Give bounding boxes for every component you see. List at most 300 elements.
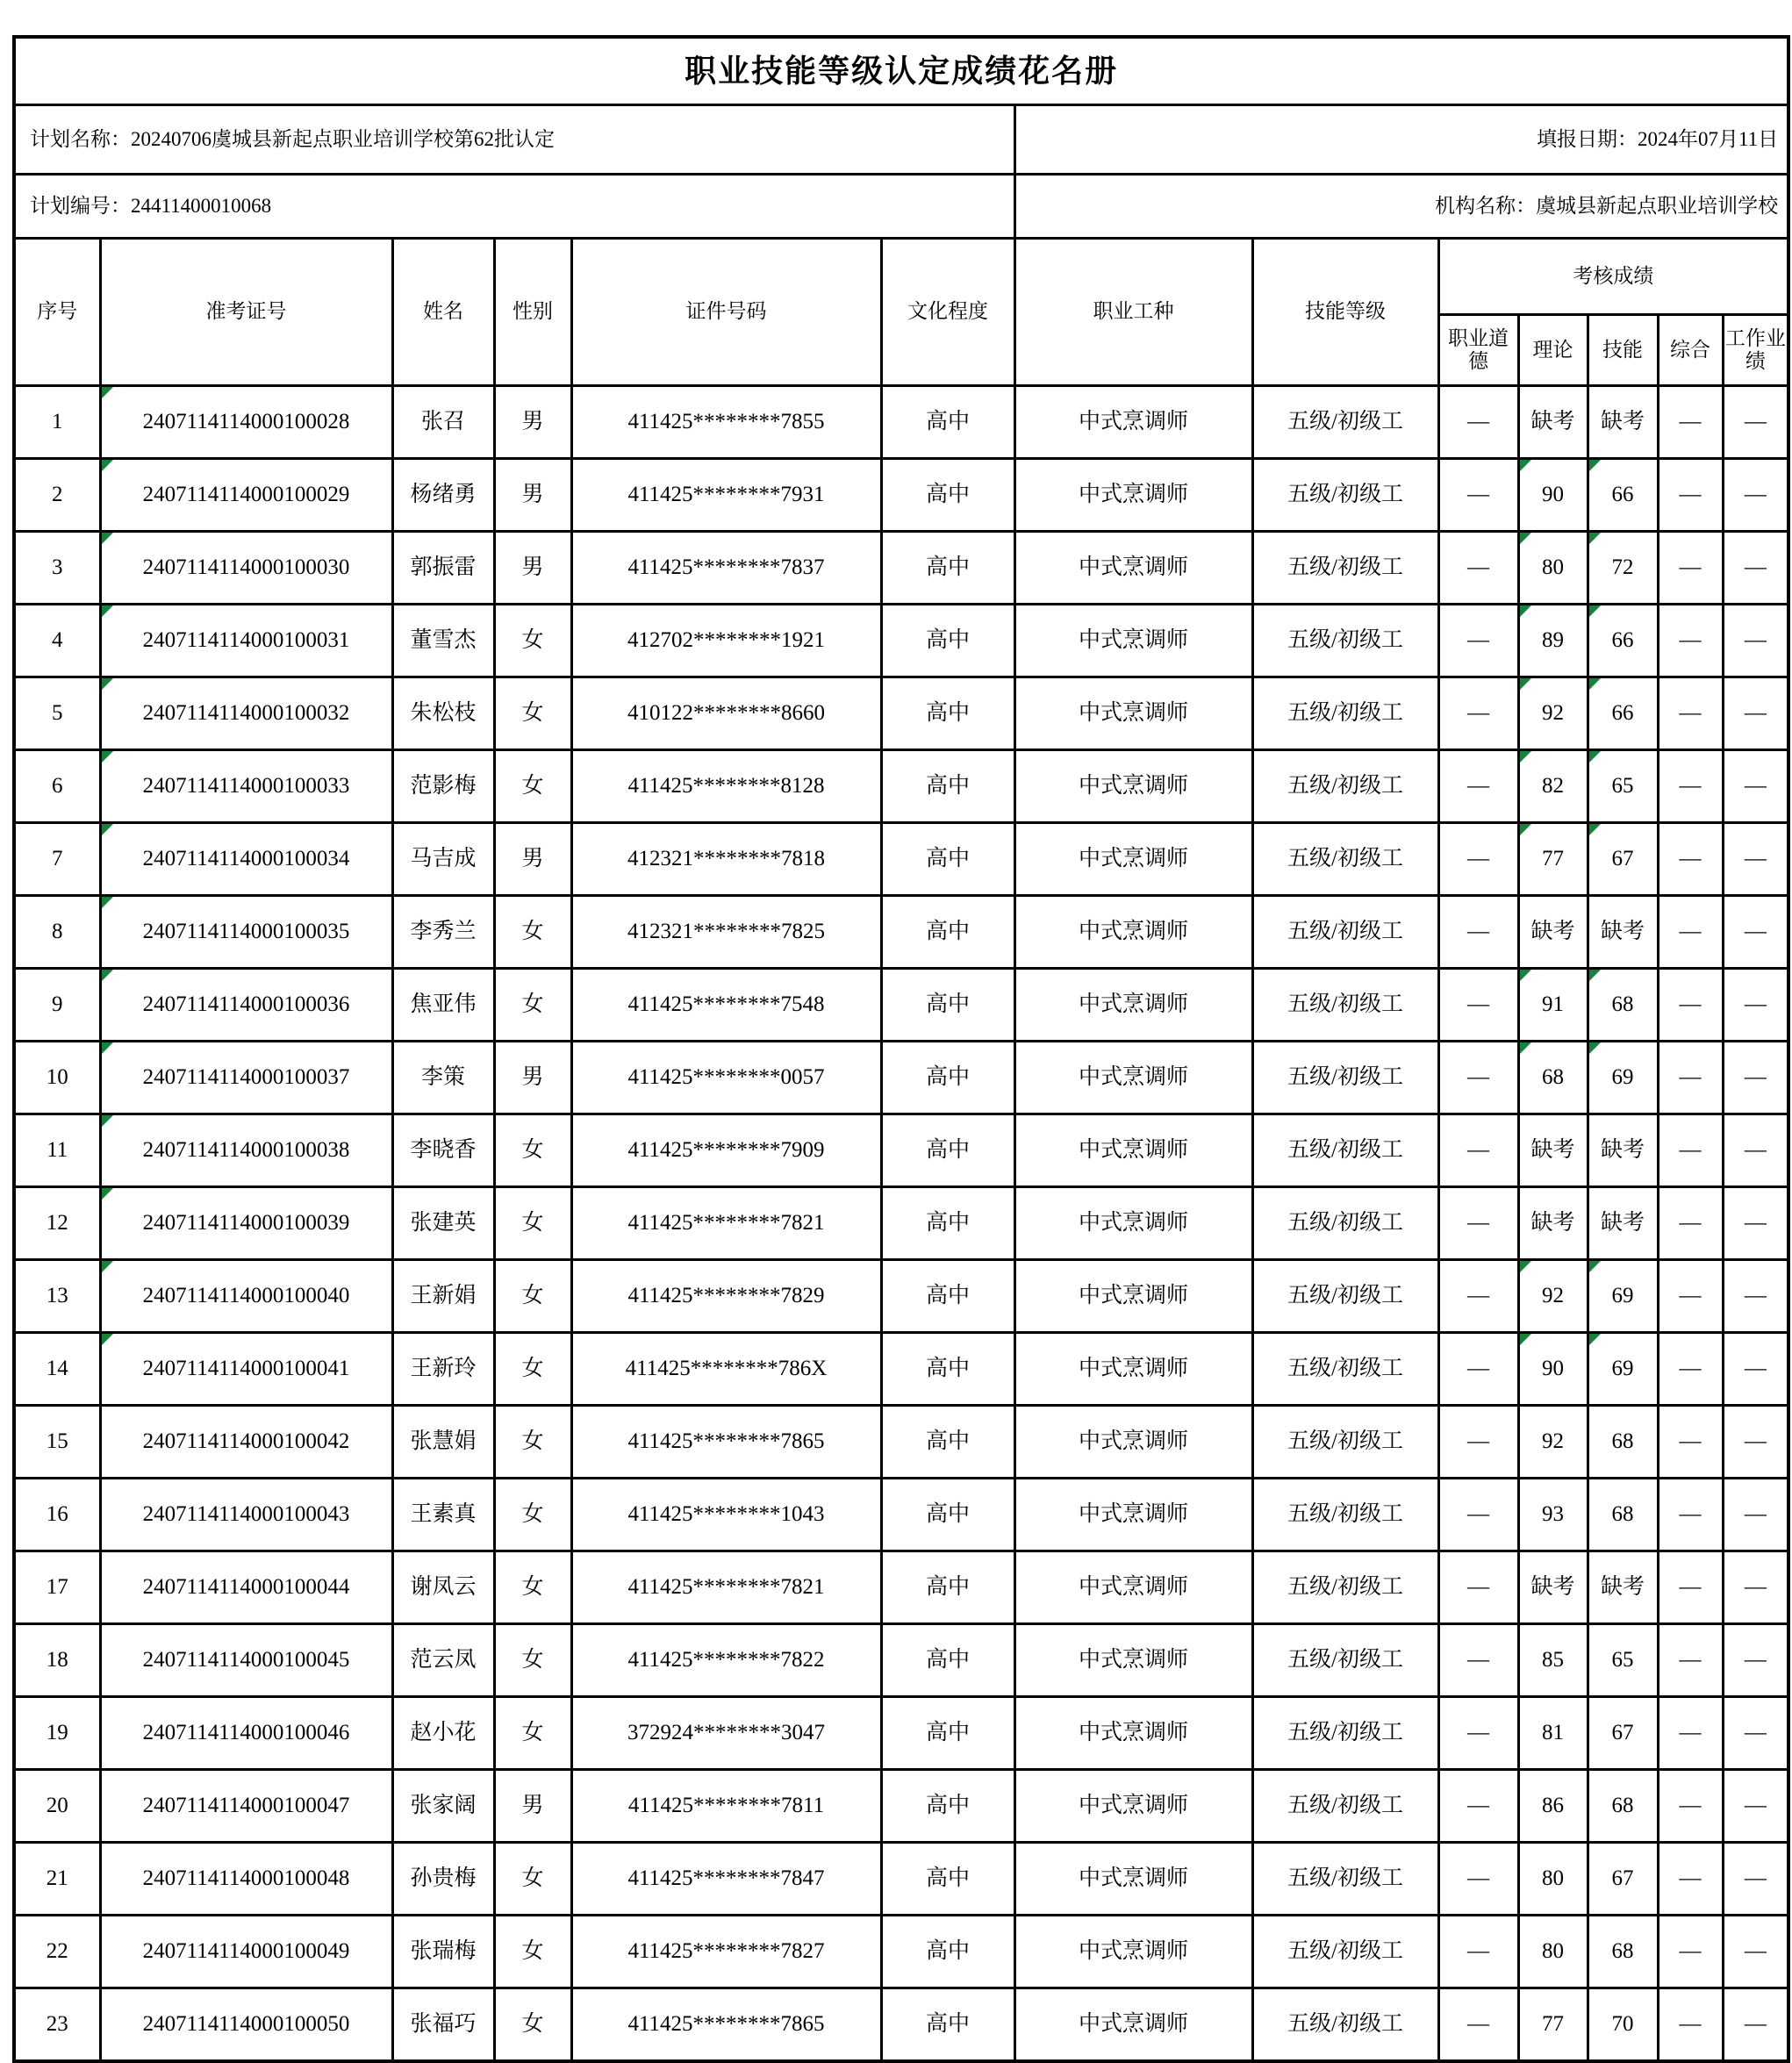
cell-ethics: — <box>1438 1916 1518 1988</box>
cell-ethics: — <box>1438 677 1518 750</box>
cell-skill: 67 <box>1588 823 1658 896</box>
cell-education: 高中 <box>881 1479 1014 1551</box>
cell-name: 张家阔 <box>392 1770 494 1843</box>
cell-occupation: 中式烹调师 <box>1014 1770 1252 1843</box>
cell-name: 李晓香 <box>392 1114 494 1187</box>
cell-ethics: — <box>1438 532 1518 605</box>
cell-skill: 68 <box>1588 1770 1658 1843</box>
cell-occupation: 中式烹调师 <box>1014 750 1252 823</box>
cell-skill: 69 <box>1588 1260 1658 1333</box>
cell-theory: 80 <box>1518 1843 1588 1916</box>
cell-occupation: 中式烹调师 <box>1014 1697 1252 1770</box>
cell-work-performance: — <box>1723 459 1788 532</box>
cell-comprehensive: — <box>1658 1114 1723 1187</box>
cell-exam-number: 2407114114000100036 <box>100 969 392 1042</box>
report-date-value: 2024年07月11日 <box>1638 127 1779 150</box>
header-id-number: 证件号码 <box>571 239 881 386</box>
cell-exam-number: 2407114114000100049 <box>100 1916 392 1988</box>
cell-skill-level: 五级/初级工 <box>1252 896 1438 969</box>
cell-skill-level: 五级/初级工 <box>1252 1406 1438 1479</box>
cell-work-performance: — <box>1723 1260 1788 1333</box>
cell-gender: 女 <box>494 1333 571 1406</box>
cell-skill-level: 五级/初级工 <box>1252 1042 1438 1114</box>
cell-ethics: — <box>1438 1551 1518 1624</box>
cell-name: 王新娟 <box>392 1260 494 1333</box>
table-row <box>14 532 1788 605</box>
cell-exam-number: 2407114114000100048 <box>100 1843 392 1916</box>
cell-skill-level: 五级/初级工 <box>1252 1988 1438 2062</box>
cell-index: 6 <box>14 750 100 823</box>
cell-theory: 77 <box>1518 1988 1588 2062</box>
cell-ethics: — <box>1438 823 1518 896</box>
cell-id-number: 411425********0057 <box>571 1042 881 1114</box>
cell-exam-number: 2407114114000100035 <box>100 896 392 969</box>
cell-ethics: — <box>1438 1042 1518 1114</box>
cell-skill-level: 五级/初级工 <box>1252 1551 1438 1624</box>
cell-exam-number: 2407114114000100045 <box>100 1624 392 1697</box>
cell-skill-level: 五级/初级工 <box>1252 1114 1438 1187</box>
table-row <box>14 1916 1788 1988</box>
header-theory: 理论 <box>1518 315 1588 386</box>
cell-exam-number: 2407114114000100050 <box>100 1988 392 2062</box>
cell-skill: 69 <box>1588 1333 1658 1406</box>
cell-ethics: — <box>1438 1114 1518 1187</box>
cell-skill-level: 五级/初级工 <box>1252 1770 1438 1843</box>
cell-skill-level: 五级/初级工 <box>1252 823 1438 896</box>
cell-comprehensive: — <box>1658 750 1723 823</box>
cell-exam-number: 2407114114000100037 <box>100 1042 392 1114</box>
cell-id-number: 411425********7931 <box>571 459 881 532</box>
cell-occupation: 中式烹调师 <box>1014 1114 1252 1187</box>
cell-gender: 女 <box>494 1260 571 1333</box>
cell-skill-level: 五级/初级工 <box>1252 532 1438 605</box>
cell-id-number: 411425********786X <box>571 1333 881 1406</box>
table-row <box>14 1333 1788 1406</box>
cell-index: 17 <box>14 1551 100 1624</box>
cell-education: 高中 <box>881 1114 1014 1187</box>
cell-comprehensive: — <box>1658 1624 1723 1697</box>
cell-work-performance: — <box>1723 1770 1788 1843</box>
cell-gender: 男 <box>494 532 571 605</box>
cell-index: 2 <box>14 459 100 532</box>
cell-exam-number: 2407114114000100043 <box>100 1479 392 1551</box>
cell-theory: 77 <box>1518 823 1588 896</box>
table-row <box>14 1260 1788 1333</box>
cell-theory: 80 <box>1518 1916 1588 1988</box>
cell-education: 高中 <box>881 1624 1014 1697</box>
table-row <box>14 1843 1788 1916</box>
cell-skill-level: 五级/初级工 <box>1252 969 1438 1042</box>
cell-index: 18 <box>14 1624 100 1697</box>
header-ethics: 职业道德 <box>1438 315 1518 386</box>
cell-occupation: 中式烹调师 <box>1014 1551 1252 1624</box>
cell-skill: 72 <box>1588 532 1658 605</box>
cell-index: 11 <box>14 1114 100 1187</box>
cell-index: 16 <box>14 1479 100 1551</box>
cell-occupation: 中式烹调师 <box>1014 1916 1252 1988</box>
cell-index: 22 <box>14 1916 100 1988</box>
cell-id-number: 411425********7827 <box>571 1916 881 1988</box>
cell-skill: 69 <box>1588 1042 1658 1114</box>
header-occupation: 职业工种 <box>1014 239 1252 386</box>
cell-work-performance: — <box>1723 1843 1788 1916</box>
plan-info-row <box>14 105 1788 175</box>
cell-skill-level: 五级/初级工 <box>1252 1697 1438 1770</box>
cell-education: 高中 <box>881 386 1014 459</box>
cell-skill-level: 五级/初级工 <box>1252 605 1438 677</box>
cell-gender: 男 <box>494 386 571 459</box>
cell-skill: 缺考 <box>1588 1114 1658 1187</box>
cell-gender: 女 <box>494 605 571 677</box>
cell-name: 杨绪勇 <box>392 459 494 532</box>
header-work-performance: 工作业绩 <box>1723 315 1788 386</box>
cell-skill: 68 <box>1588 1916 1658 1988</box>
plan-number-label: 计划编号： <box>30 194 131 217</box>
table-row <box>14 677 1788 750</box>
cell-id-number: 411425********7821 <box>571 1187 881 1260</box>
cell-education: 高中 <box>881 1187 1014 1260</box>
cell-theory: 90 <box>1518 459 1588 532</box>
cell-gender: 女 <box>494 1551 571 1624</box>
cell-ethics: — <box>1438 1624 1518 1697</box>
plan-number-value: 24411400010068 <box>131 194 272 217</box>
cell-comprehensive: — <box>1658 1843 1723 1916</box>
cell-work-performance: — <box>1723 1624 1788 1697</box>
cell-comprehensive: — <box>1658 1406 1723 1479</box>
cell-education: 高中 <box>881 1916 1014 1988</box>
cell-ethics: — <box>1438 1333 1518 1406</box>
cell-exam-number: 2407114114000100047 <box>100 1770 392 1843</box>
cell-name: 李秀兰 <box>392 896 494 969</box>
table-row <box>14 1624 1788 1697</box>
cell-comprehensive: — <box>1658 1260 1723 1333</box>
header-gender: 性别 <box>494 239 571 386</box>
cell-education: 高中 <box>881 1260 1014 1333</box>
cell-id-number: 411425********7837 <box>571 532 881 605</box>
cell-name: 范影梅 <box>392 750 494 823</box>
cell-exam-number: 2407114114000100028 <box>100 386 392 459</box>
cell-occupation: 中式烹调师 <box>1014 386 1252 459</box>
cell-id-number: 411425********7829 <box>571 1260 881 1333</box>
cell-index: 20 <box>14 1770 100 1843</box>
cell-gender: 男 <box>494 459 571 532</box>
cell-exam-number: 2407114114000100032 <box>100 677 392 750</box>
cell-skill: 65 <box>1588 750 1658 823</box>
table-row <box>14 1114 1788 1187</box>
cell-skill: 68 <box>1588 969 1658 1042</box>
cell-id-number: 411425********1043 <box>571 1479 881 1551</box>
header-skill: 技能 <box>1588 315 1658 386</box>
report-date-cell <box>1014 105 1788 175</box>
cell-ethics: — <box>1438 1988 1518 2062</box>
cell-education: 高中 <box>881 896 1014 969</box>
cell-skill: 67 <box>1588 1697 1658 1770</box>
cell-skill: 缺考 <box>1588 1187 1658 1260</box>
cell-id-number: 410122********8660 <box>571 677 881 750</box>
cell-occupation: 中式烹调师 <box>1014 1624 1252 1697</box>
cell-comprehensive: — <box>1658 1551 1723 1624</box>
cell-exam-number: 2407114114000100033 <box>100 750 392 823</box>
cell-index: 19 <box>14 1697 100 1770</box>
table-row <box>14 969 1788 1042</box>
cell-exam-number: 2407114114000100044 <box>100 1551 392 1624</box>
cell-skill-level: 五级/初级工 <box>1252 1260 1438 1333</box>
plan-name-label: 计划名称： <box>30 127 131 150</box>
roster-table <box>12 35 1790 2063</box>
cell-work-performance: — <box>1723 677 1788 750</box>
cell-work-performance: — <box>1723 1988 1788 2062</box>
table-row <box>14 605 1788 677</box>
cell-occupation: 中式烹调师 <box>1014 677 1252 750</box>
cell-ethics: — <box>1438 1260 1518 1333</box>
cell-skill-level: 五级/初级工 <box>1252 1843 1438 1916</box>
cell-ethics: — <box>1438 1187 1518 1260</box>
cell-education: 高中 <box>881 1333 1014 1406</box>
cell-skill: 67 <box>1588 1843 1658 1916</box>
cell-work-performance: — <box>1723 1406 1788 1479</box>
cell-comprehensive: — <box>1658 386 1723 459</box>
cell-education: 高中 <box>881 1551 1014 1624</box>
cell-theory: 缺考 <box>1518 1551 1588 1624</box>
cell-theory: 缺考 <box>1518 896 1588 969</box>
cell-occupation: 中式烹调师 <box>1014 1333 1252 1406</box>
cell-comprehensive: — <box>1658 969 1723 1042</box>
cell-work-performance: — <box>1723 532 1788 605</box>
cell-education: 高中 <box>881 1988 1014 2062</box>
cell-gender: 女 <box>494 677 571 750</box>
cell-comprehensive: — <box>1658 1333 1723 1406</box>
cell-ethics: — <box>1438 386 1518 459</box>
cell-skill-level: 五级/初级工 <box>1252 1479 1438 1551</box>
cell-comprehensive: — <box>1658 1916 1723 1988</box>
cell-index: 1 <box>14 386 100 459</box>
cell-ethics: — <box>1438 1479 1518 1551</box>
cell-name: 赵小花 <box>392 1697 494 1770</box>
cell-comprehensive: — <box>1658 896 1723 969</box>
cell-comprehensive: — <box>1658 1479 1723 1551</box>
cell-id-number: 411425********7847 <box>571 1843 881 1916</box>
cell-skill: 缺考 <box>1588 896 1658 969</box>
cell-occupation: 中式烹调师 <box>1014 1260 1252 1333</box>
cell-gender: 男 <box>494 1770 571 1843</box>
cell-ethics: — <box>1438 605 1518 677</box>
cell-theory: 90 <box>1518 1333 1588 1406</box>
cell-comprehensive: — <box>1658 532 1723 605</box>
cell-occupation: 中式烹调师 <box>1014 896 1252 969</box>
cell-skill: 66 <box>1588 677 1658 750</box>
cell-ethics: — <box>1438 1697 1518 1770</box>
cell-occupation: 中式烹调师 <box>1014 969 1252 1042</box>
cell-id-number: 411425********7909 <box>571 1114 881 1187</box>
cell-skill-level: 五级/初级工 <box>1252 1916 1438 1988</box>
title-row <box>14 37 1788 105</box>
cell-theory: 82 <box>1518 750 1588 823</box>
cell-index: 3 <box>14 532 100 605</box>
org-name-value: 虞城县新起点职业培训学校 <box>1536 194 1779 217</box>
cell-theory: 92 <box>1518 677 1588 750</box>
cell-exam-number: 2407114114000100038 <box>100 1114 392 1187</box>
cell-skill-level: 五级/初级工 <box>1252 1624 1438 1697</box>
plan-name-value: 20240706虞城县新起点职业培训学校第62批认定 <box>131 127 555 150</box>
cell-ethics: — <box>1438 969 1518 1042</box>
cell-name: 李策 <box>392 1042 494 1114</box>
report-date-label: 填报日期： <box>1537 127 1638 150</box>
cell-id-number: 412321********7818 <box>571 823 881 896</box>
cell-work-performance: — <box>1723 823 1788 896</box>
plan-number-row <box>14 175 1788 239</box>
cell-gender: 女 <box>494 1988 571 2062</box>
cell-index: 12 <box>14 1187 100 1260</box>
cell-name: 马吉成 <box>392 823 494 896</box>
cell-work-performance: — <box>1723 896 1788 969</box>
cell-work-performance: — <box>1723 1916 1788 1988</box>
cell-occupation: 中式烹调师 <box>1014 1988 1252 2062</box>
cell-comprehensive: — <box>1658 1988 1723 2062</box>
cell-comprehensive: — <box>1658 1697 1723 1770</box>
table-row <box>14 1988 1788 2062</box>
cell-skill: 68 <box>1588 1406 1658 1479</box>
cell-theory: 92 <box>1518 1406 1588 1479</box>
cell-education: 高中 <box>881 677 1014 750</box>
cell-gender: 女 <box>494 1624 571 1697</box>
cell-gender: 女 <box>494 1187 571 1260</box>
cell-occupation: 中式烹调师 <box>1014 605 1252 677</box>
cell-gender: 女 <box>494 969 571 1042</box>
table-row <box>14 386 1788 459</box>
cell-gender: 男 <box>494 1042 571 1114</box>
cell-id-number: 411425********7821 <box>571 1551 881 1624</box>
cell-ethics: — <box>1438 750 1518 823</box>
cell-exam-number: 2407114114000100046 <box>100 1697 392 1770</box>
cell-index: 7 <box>14 823 100 896</box>
cell-education: 高中 <box>881 532 1014 605</box>
table-row <box>14 823 1788 896</box>
cell-work-performance: — <box>1723 1551 1788 1624</box>
cell-exam-number: 2407114114000100034 <box>100 823 392 896</box>
cell-comprehensive: — <box>1658 823 1723 896</box>
cell-skill: 66 <box>1588 459 1658 532</box>
cell-theory: 92 <box>1518 1260 1588 1333</box>
table-row <box>14 1406 1788 1479</box>
cell-education: 高中 <box>881 605 1014 677</box>
cell-work-performance: — <box>1723 750 1788 823</box>
cell-education: 高中 <box>881 1770 1014 1843</box>
cell-gender: 女 <box>494 750 571 823</box>
cell-id-number: 411425********8128 <box>571 750 881 823</box>
cell-skill: 68 <box>1588 1479 1658 1551</box>
cell-gender: 女 <box>494 1916 571 1988</box>
cell-work-performance: — <box>1723 1333 1788 1406</box>
cell-occupation: 中式烹调师 <box>1014 532 1252 605</box>
cell-id-number: 411425********7855 <box>571 386 881 459</box>
cell-gender: 女 <box>494 896 571 969</box>
cell-gender: 女 <box>494 1479 571 1551</box>
cell-education: 高中 <box>881 823 1014 896</box>
cell-exam-number: 2407114114000100040 <box>100 1260 392 1333</box>
cell-occupation: 中式烹调师 <box>1014 1187 1252 1260</box>
cell-name: 焦亚伟 <box>392 969 494 1042</box>
cell-name: 张福巧 <box>392 1988 494 2062</box>
cell-occupation: 中式烹调师 <box>1014 1479 1252 1551</box>
table-row <box>14 1042 1788 1114</box>
cell-education: 高中 <box>881 750 1014 823</box>
cell-id-number: 412321********7825 <box>571 896 881 969</box>
cell-skill-level: 五级/初级工 <box>1252 1333 1438 1406</box>
cell-gender: 男 <box>494 823 571 896</box>
cell-exam-number: 2407114114000100031 <box>100 605 392 677</box>
cell-theory: 89 <box>1518 605 1588 677</box>
cell-work-performance: — <box>1723 1187 1788 1260</box>
header-index: 序号 <box>14 239 100 386</box>
cell-theory: 91 <box>1518 969 1588 1042</box>
cell-index: 23 <box>14 1988 100 2062</box>
cell-gender: 女 <box>494 1406 571 1479</box>
cell-index: 14 <box>14 1333 100 1406</box>
header-name: 姓名 <box>392 239 494 386</box>
cell-theory: 85 <box>1518 1624 1588 1697</box>
cell-work-performance: — <box>1723 605 1788 677</box>
cell-theory: 缺考 <box>1518 1114 1588 1187</box>
cell-index: 5 <box>14 677 100 750</box>
cell-education: 高中 <box>881 1843 1014 1916</box>
cell-occupation: 中式烹调师 <box>1014 1406 1252 1479</box>
cell-theory: 81 <box>1518 1697 1588 1770</box>
table-row <box>14 1697 1788 1770</box>
cell-skill-level: 五级/初级工 <box>1252 386 1438 459</box>
cell-education: 高中 <box>881 1406 1014 1479</box>
cell-skill: 70 <box>1588 1988 1658 2062</box>
cell-id-number: 411425********7548 <box>571 969 881 1042</box>
page-title: 职业技能等级认定成绩花名册 <box>14 37 1788 105</box>
cell-name: 张召 <box>392 386 494 459</box>
cell-name: 张瑞梅 <box>392 1916 494 1988</box>
cell-id-number: 411425********7865 <box>571 1988 881 2062</box>
plan-number-cell <box>14 175 1014 239</box>
cell-occupation: 中式烹调师 <box>1014 1843 1252 1916</box>
cell-work-performance: — <box>1723 386 1788 459</box>
cell-id-number: 411425********7865 <box>571 1406 881 1479</box>
table-row <box>14 459 1788 532</box>
cell-theory: 缺考 <box>1518 386 1588 459</box>
cell-index: 13 <box>14 1260 100 1333</box>
cell-ethics: — <box>1438 1406 1518 1479</box>
plan-name-cell <box>14 105 1014 175</box>
table-row <box>14 750 1788 823</box>
cell-name: 王素真 <box>392 1479 494 1551</box>
cell-index: 8 <box>14 896 100 969</box>
table-row <box>14 1479 1788 1551</box>
cell-name: 王新玲 <box>392 1333 494 1406</box>
cell-id-number: 411425********7811 <box>571 1770 881 1843</box>
header-skill-level: 技能等级 <box>1252 239 1438 386</box>
table-row <box>14 896 1788 969</box>
cell-work-performance: — <box>1723 1697 1788 1770</box>
cell-gender: 女 <box>494 1697 571 1770</box>
cell-comprehensive: — <box>1658 1770 1723 1843</box>
cell-theory: 缺考 <box>1518 1187 1588 1260</box>
cell-name: 孙贵梅 <box>392 1843 494 1916</box>
cell-index: 21 <box>14 1843 100 1916</box>
cell-index: 15 <box>14 1406 100 1479</box>
cell-occupation: 中式烹调师 <box>1014 1042 1252 1114</box>
table-row <box>14 1551 1788 1624</box>
cell-skill-level: 五级/初级工 <box>1252 459 1438 532</box>
cell-skill-level: 五级/初级工 <box>1252 750 1438 823</box>
cell-exam-number: 2407114114000100041 <box>100 1333 392 1406</box>
header-comprehensive: 综合 <box>1658 315 1723 386</box>
cell-name: 董雪杰 <box>392 605 494 677</box>
cell-name: 郭振雷 <box>392 532 494 605</box>
